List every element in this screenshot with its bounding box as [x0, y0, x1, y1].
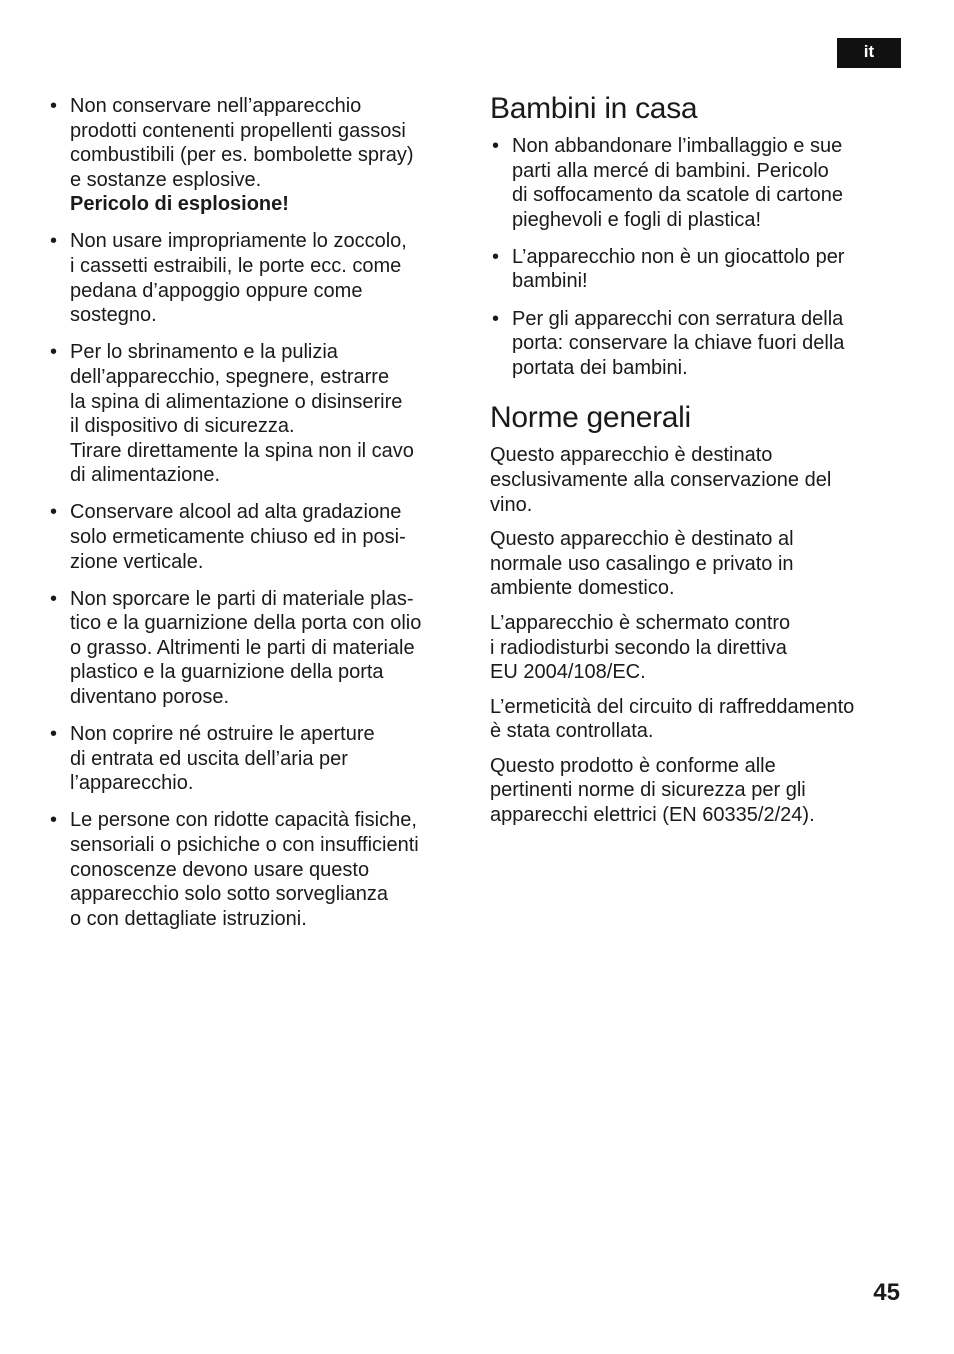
text-line: solo ermeticamente chiuso ed in posi-: [70, 526, 406, 548]
text-line: • Per lo sbrinamento e la pulizia: [70, 341, 338, 364]
text-line: prodotti contenenti propellenti gassosi: [70, 119, 406, 142]
text-line: bambini!: [512, 270, 588, 293]
list-item: [48, 229, 468, 327]
paragraph: [490, 695, 915, 744]
text-line: • Non conservare nell’apparecchio: [70, 95, 362, 117]
text-line: sensoriali o psichiche o con insufficienti: [70, 834, 419, 857]
text-line: ambiente domestico.: [490, 577, 675, 600]
text-line: parti alla mercé di bambini. Pericolo: [512, 159, 829, 182]
text-line: il dispositivo di sicurezza.: [70, 415, 295, 438]
paragraph: [490, 611, 915, 685]
text-line: normale uso casalingo e privato in: [490, 552, 794, 575]
text-line: i cassetti estraibili, le porte ecc. come: [70, 255, 402, 278]
text-line: combustibili (per es. bombolette spray): [70, 144, 414, 167]
text-line: di soffocamento da scatole di cartone: [512, 184, 843, 207]
text-line: porta: conservare la chiave fuori della: [512, 332, 845, 355]
section-heading-bambini: Bambini in casa: [490, 92, 698, 125]
text-line: pertinenti norme di sicurezza per gli: [490, 779, 806, 802]
text-line: l’apparecchio.: [70, 772, 194, 795]
text-line: la spina di alimentazione o disinserire: [70, 390, 403, 413]
text-line: EU 2004/108/EC.: [490, 661, 646, 684]
text-line: di alimentazione.: [70, 464, 221, 487]
text-line: pedana d’appoggio oppure come: [70, 279, 363, 302]
text-line: tico e la guarnizione della porta con olio: [70, 612, 422, 635]
text-line: o grasso. Altrimenti le parti di materiale: [70, 636, 415, 659]
text-line: L’ermeticità del circuito di raffreddamento: [490, 695, 855, 718]
explosion-warning: Pericolo di esplosione!: [70, 193, 289, 216]
list-item: [48, 808, 468, 931]
text-line: dell’apparecchio, spegnere, estrarre: [70, 365, 390, 388]
children-safety-list: [490, 134, 915, 380]
list-item: [48, 340, 468, 488]
text-line: • Non abbandonare l’imballaggio e sue: [512, 135, 843, 157]
text-line: i radiodisturbi secondo la direttiva: [490, 636, 787, 659]
text-line: apparecchi elettrici (EN 60335/2/24).: [490, 804, 815, 827]
text-line: diventano porose.: [70, 686, 230, 709]
text-line: o con dettagliate istruzioni.: [70, 907, 307, 930]
text-line: Questo apparecchio è destinato: [490, 444, 773, 467]
text-line: e sostanze esplosive.: [70, 168, 262, 191]
text-line: L’apparecchio è schermato contro: [490, 611, 791, 634]
list-item: [48, 500, 468, 574]
paragraph: [490, 754, 915, 828]
text-line: esclusivamente alla conservazione del: [490, 468, 832, 491]
text-line: vino.: [490, 493, 533, 516]
text-line: pieghevoli e fogli di plastica!: [512, 208, 762, 231]
text-line: • Le persone con ridotte capacità fisiche,: [70, 809, 417, 832]
text-line: • Non sporcare le parti di materiale plas-: [70, 587, 414, 610]
text-line: • Per gli apparecchi con serratura della: [512, 307, 844, 330]
safety-list: [48, 94, 468, 931]
text-line: • Non usare impropriamente lo zoccolo,: [70, 230, 407, 253]
list-item: [48, 722, 468, 796]
language-tab: it: [837, 38, 901, 68]
text-line: • Non coprire né ostruire le aperture: [70, 723, 375, 746]
text-line: • Conservare alcool ad alta gradazione: [70, 501, 402, 524]
text-line: sostegno.: [70, 304, 157, 327]
text-line: • L’apparecchio non è un giocattolo per: [512, 245, 845, 268]
list-item: [490, 245, 915, 294]
text-line: zione verticale.: [70, 550, 204, 573]
text-line: plastico e la guarnizione della porta: [70, 661, 384, 684]
section-heading-norme: Norme generali: [490, 401, 691, 435]
text-line: conoscenze devono usare questo: [70, 858, 370, 881]
page-number: 45: [873, 1279, 900, 1306]
text-line: apparecchio solo sotto sorveglianza: [70, 883, 388, 906]
list-item: [48, 94, 468, 217]
left-column: [48, 94, 468, 944]
list-item: [490, 307, 915, 381]
text-line: portata dei bambini.: [512, 356, 688, 379]
text-line: è stata controllata.: [490, 720, 654, 743]
right-column: [490, 94, 915, 838]
list-item: [48, 587, 468, 710]
text-line: Questo apparecchio è destinato al: [490, 528, 794, 551]
text-line: Tirare direttamente la spina non il cavo: [70, 439, 414, 462]
list-item: [490, 134, 915, 232]
paragraph: [490, 527, 915, 601]
paragraph: [490, 443, 915, 517]
text-line: Questo prodotto è conforme alle: [490, 754, 776, 777]
text-line: di entrata ed uscita dell’aria per: [70, 747, 348, 770]
